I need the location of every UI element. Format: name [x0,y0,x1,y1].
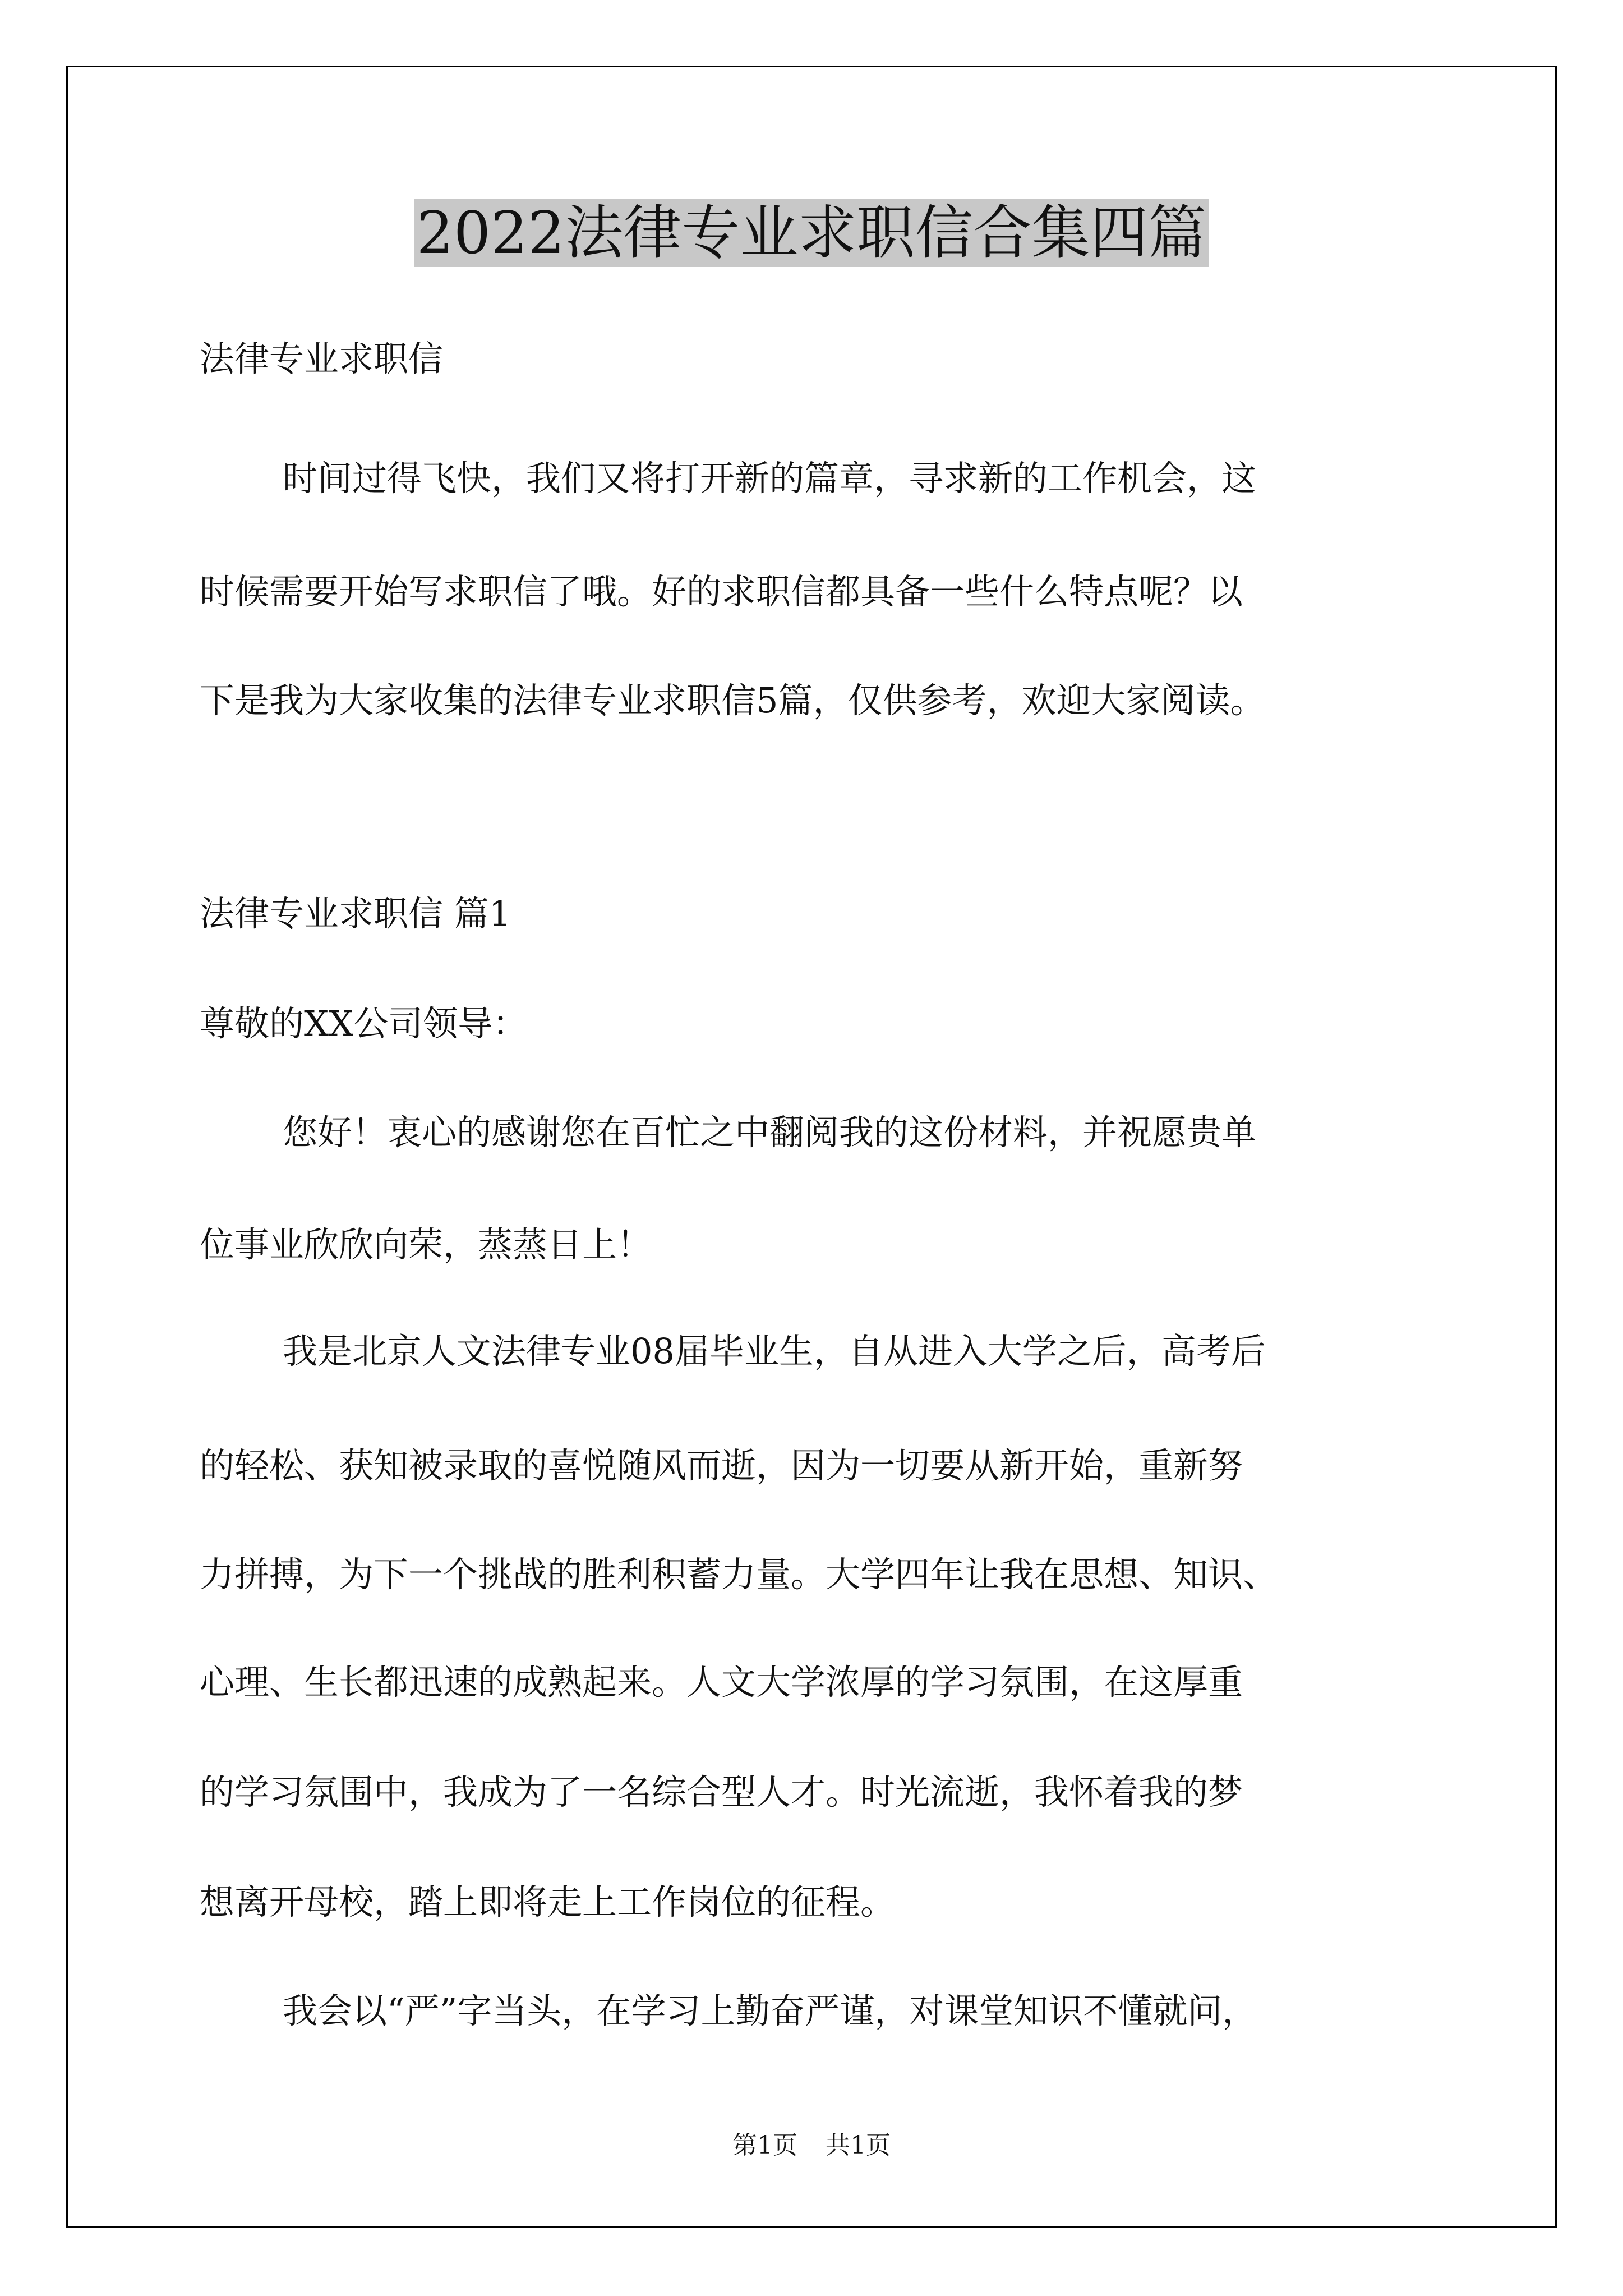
body-line-6: 心理、生长都迅速的成熟起来。人文大学浓厚的学习氛围，在这厚重 [200,1662,1243,1703]
document-title-text: 2022法律专业求职信合集四篇 [414,199,1209,267]
body-line-2: 位事业欣欣向荣，蒸蒸日上！ [200,1224,652,1265]
intro-line-3: 下是我为大家收集的法律专业求职信5篇，仅供参考，欢迎大家阅读。 [200,680,1265,721]
body-line-9: 我会以“严”字当头，在学习上勤奋严谨，对课堂知识不懂就问， [283,1990,1257,2031]
body-line-3: 我是北京人文法律专业08届毕业生，自从进入大学之后，高考后 [283,1331,1266,1372]
intro-line-1: 时间过得飞快，我们又将打开新的篇章，寻求新的工作机会，这 [283,458,1257,499]
salutation: 尊敬的XX公司领导： [200,1003,528,1044]
intro-line-2: 时候需要开始写求职信了哦。好的求职信都具备一些什么特点呢？以 [200,571,1243,612]
body-line-1: 您好！衷心的感谢您在百忙之中翻阅我的这份材料，并祝愿贵单 [283,1112,1257,1153]
body-line-4: 的轻松、获知被录取的喜悦随风而逝，因为一切要从新开始，重新努 [200,1445,1243,1486]
body-line-5: 力拼搏，为下一个挑战的胜利积蓄力量。大学四年让我在思想、知识、 [200,1554,1278,1595]
section-heading: 法律专业求职信 [200,338,444,379]
body-line-7: 的学习氛围中，我成为了一名综合型人才。时光流逝，我怀着我的梦 [200,1772,1243,1812]
article-heading: 法律专业求职信 篇1 [200,893,511,934]
page-number-current: 第1页 [732,2131,797,2160]
body-line-8: 想离开母校，踏上即将走上工作岗位的征程。 [200,1881,896,1922]
page-number-total: 共1页 [826,2131,891,2160]
document-title [0,194,1623,272]
page-footer [0,2129,1623,2162]
